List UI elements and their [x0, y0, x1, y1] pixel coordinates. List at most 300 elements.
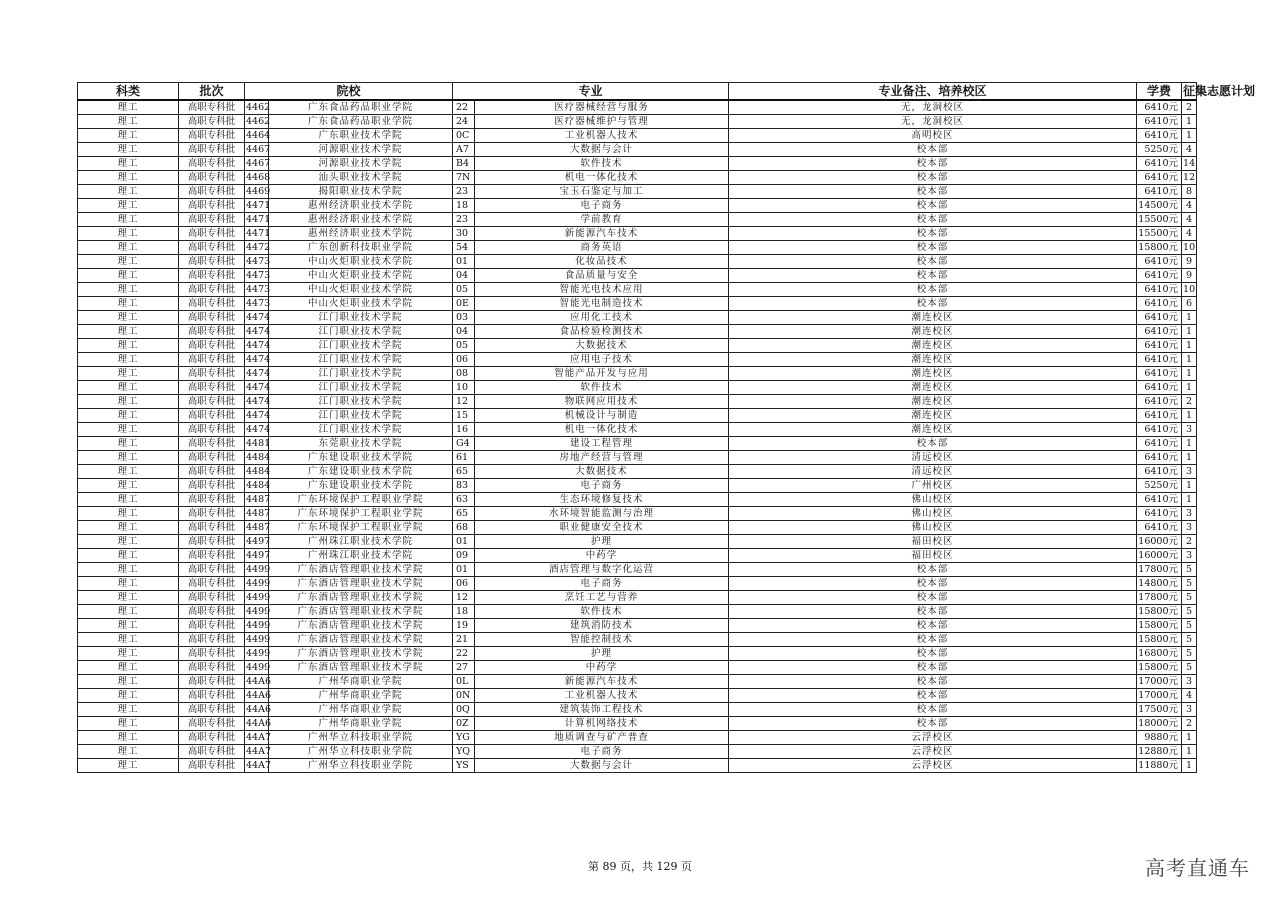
- campus-cell: 校本部: [729, 689, 1137, 703]
- major-name-cell: 化妆品技术: [475, 255, 729, 269]
- category-cell: 理工: [78, 745, 179, 759]
- plan-count-cell: 3: [1182, 423, 1197, 437]
- major-name-cell: 工业机器人技术: [475, 129, 729, 143]
- batch-cell: 高职专科批: [179, 675, 245, 689]
- major-name-cell: 软件技术: [475, 157, 729, 171]
- major-code-cell: 0Z: [453, 717, 475, 731]
- campus-cell: 潮连校区: [729, 409, 1137, 423]
- tuition-cell: 17800元: [1137, 591, 1182, 605]
- tuition-cell: 17800元: [1137, 563, 1182, 577]
- campus-cell: 无，龙洞校区: [729, 100, 1137, 115]
- major-code-cell: 12: [453, 591, 475, 605]
- table-row: [78, 479, 1197, 493]
- category-cell: 理工: [78, 409, 179, 423]
- school-name-cell: 广东酒店管理职业技术学院: [269, 661, 453, 675]
- school-name-cell: 广东食品药品职业学院: [269, 115, 453, 129]
- tuition-cell: 15800元: [1137, 633, 1182, 647]
- school-name-cell: 江门职业技术学院: [269, 353, 453, 367]
- plan-count-cell: 14: [1183, 158, 1196, 169]
- category-cell: 理工: [78, 157, 179, 171]
- table-row: [78, 367, 1197, 381]
- plan-count-cell: 6: [1182, 297, 1197, 311]
- header-tuition: 学费: [1137, 83, 1182, 101]
- major-code-cell: B4: [453, 157, 475, 171]
- plan-count-cell: 4: [1182, 213, 1197, 227]
- tuition-cell: 6410元: [1137, 269, 1182, 283]
- tuition-cell: 14500元: [1137, 199, 1182, 213]
- major-code-cell: 08: [453, 367, 475, 381]
- school-name-cell: 江门职业技术学院: [269, 325, 453, 339]
- tuition-cell: 17500元: [1137, 703, 1182, 717]
- major-name-cell: 大数据技术: [475, 465, 729, 479]
- school-name-cell: 广东建设职业技术学院: [269, 465, 453, 479]
- campus-cell: 校本部: [729, 675, 1137, 689]
- batch-cell: 高职专科批: [179, 661, 245, 675]
- major-code-cell: 04: [453, 269, 475, 283]
- campus-cell: 高明校区: [729, 129, 1137, 143]
- table-row: [78, 100, 1197, 115]
- major-code-cell: 06: [453, 353, 475, 367]
- batch-cell: 高职专科批: [179, 577, 245, 591]
- major-name-cell: 智能光电技术应用: [475, 283, 729, 297]
- school-name-cell: 东莞职业技术学院: [269, 437, 453, 451]
- category-cell: 理工: [78, 633, 179, 647]
- major-code-cell: 01: [453, 535, 475, 549]
- major-name-cell: 新能源汽车技术: [475, 227, 729, 241]
- school-code-cell: 4462: [246, 102, 271, 113]
- campus-cell: 云浮校区: [729, 731, 1137, 745]
- major-code-cell: 22: [453, 100, 475, 115]
- major-name-cell: 商务英语: [475, 241, 729, 255]
- campus-cell: 校本部: [729, 661, 1137, 675]
- table-row: [78, 381, 1197, 395]
- table-row: [78, 143, 1197, 157]
- major-name-cell: 宝玉石鉴定与加工: [475, 185, 729, 199]
- category-cell: 理工: [78, 171, 179, 185]
- tuition-cell: 6410元: [1137, 325, 1182, 339]
- campus-cell: 校本部: [729, 157, 1137, 171]
- major-name-cell: 水环境智能监测与治理: [475, 507, 729, 521]
- campus-cell: 云浮校区: [729, 759, 1137, 773]
- school-name-cell: 广东环境保护工程职业学院: [269, 521, 453, 535]
- category-cell: 理工: [78, 367, 179, 381]
- school-code-cell: 4484: [246, 452, 271, 463]
- campus-cell: 潮连校区: [729, 339, 1137, 353]
- school-code-cell: 4484: [246, 480, 271, 491]
- category-cell: 理工: [78, 115, 179, 129]
- header-school: 院校: [245, 83, 453, 101]
- major-name-cell: 生态环境修复技术: [475, 493, 729, 507]
- major-code-cell: 0C: [453, 129, 475, 143]
- campus-cell: 清远校区: [729, 465, 1137, 479]
- school-code-cell: 4499: [246, 662, 271, 673]
- school-name-cell: 广东酒店管理职业技术学院: [269, 619, 453, 633]
- batch-cell: 高职专科批: [179, 227, 245, 241]
- school-code-cell: 4484: [246, 466, 271, 477]
- major-name-cell: 电子商务: [475, 745, 729, 759]
- plan-count-cell: 2: [1182, 717, 1197, 731]
- batch-cell: 高职专科批: [179, 535, 245, 549]
- table-row: [78, 283, 1197, 297]
- major-name-cell: 物联网应用技术: [475, 395, 729, 409]
- school-name-cell: 广州华商职业学院: [269, 689, 453, 703]
- plan-count-cell: 1: [1182, 479, 1197, 493]
- category-cell: 理工: [78, 493, 179, 507]
- major-name-cell: 地质调查与矿产普查: [475, 731, 729, 745]
- batch-cell: 高职专科批: [179, 703, 245, 717]
- category-cell: 理工: [78, 759, 179, 773]
- school-name-cell: 河源职业技术学院: [269, 157, 453, 171]
- school-name-cell: 广州华商职业学院: [269, 717, 453, 731]
- tuition-cell: 6410元: [1137, 367, 1182, 381]
- campus-cell: 校本部: [729, 591, 1137, 605]
- major-name-cell: 电子商务: [475, 577, 729, 591]
- table-row: [78, 423, 1197, 437]
- table-row: [78, 577, 1197, 591]
- category-cell: 理工: [78, 521, 179, 535]
- tuition-cell: 6410元: [1137, 100, 1182, 115]
- table-row: [78, 255, 1197, 269]
- batch-cell: 高职专科批: [179, 549, 245, 563]
- school-code-cell: 4499: [246, 606, 271, 617]
- major-name-cell: 机械设计与制造: [475, 409, 729, 423]
- school-code-cell: 4487: [246, 494, 271, 505]
- campus-cell: 校本部: [729, 647, 1137, 661]
- major-code-cell: 23: [453, 185, 475, 199]
- category-cell: 理工: [78, 227, 179, 241]
- major-code-cell: YG: [453, 731, 475, 745]
- plan-count-cell: 3: [1182, 521, 1197, 535]
- header-batch: 批次: [179, 83, 245, 101]
- batch-cell: 高职专科批: [179, 745, 245, 759]
- school-name-cell: 江门职业技术学院: [269, 367, 453, 381]
- plan-count-cell: 5: [1182, 605, 1197, 619]
- major-name-cell: 智能产品开发与应用: [475, 367, 729, 381]
- category-cell: 理工: [78, 339, 179, 353]
- school-name-cell: 江门职业技术学院: [269, 423, 453, 437]
- school-code-cell: 4474: [246, 340, 271, 351]
- school-name-cell: 广州华商职业学院: [269, 703, 453, 717]
- category-cell: 理工: [78, 437, 179, 451]
- campus-cell: 潮连校区: [729, 381, 1137, 395]
- table-row: [78, 437, 1197, 451]
- major-name-cell: 中药学: [475, 661, 729, 675]
- major-name-cell: 机电一体化技术: [475, 171, 729, 185]
- major-name-cell: 建筑消防技术: [475, 619, 729, 633]
- campus-cell: 潮连校区: [729, 311, 1137, 325]
- school-name-cell: 江门职业技术学院: [269, 381, 453, 395]
- major-code-cell: 09: [453, 549, 475, 563]
- table-row: [78, 465, 1197, 479]
- table-row: [78, 507, 1197, 521]
- school-name-cell: 中山火炬职业技术学院: [269, 269, 453, 283]
- batch-cell: 高职专科批: [179, 311, 245, 325]
- tuition-cell: 17000元: [1137, 675, 1182, 689]
- table-row: [78, 185, 1197, 199]
- plan-count-cell: 5: [1182, 633, 1197, 647]
- school-name-cell: 惠州经济职业技术学院: [269, 199, 453, 213]
- school-name-cell: 广州华商职业学院: [269, 675, 453, 689]
- plan-count-cell: 1: [1182, 129, 1197, 143]
- batch-cell: 高职专科批: [179, 395, 245, 409]
- major-code-cell: 24: [453, 115, 475, 129]
- school-code-cell: 4499: [246, 648, 271, 659]
- school-code-cell: 4471: [246, 228, 271, 239]
- tuition-cell: 12880元: [1137, 745, 1182, 759]
- major-name-cell: 医疗器械经营与服务: [475, 100, 729, 115]
- school-name-cell: 河源职业技术学院: [269, 143, 453, 157]
- school-code-cell: 4499: [246, 564, 271, 575]
- header-plan: 征集志愿计划: [1183, 84, 1256, 98]
- batch-cell: 高职专科批: [179, 563, 245, 577]
- major-code-cell: 15: [453, 409, 475, 423]
- major-code-cell: 61: [453, 451, 475, 465]
- major-code-cell: 05: [453, 283, 475, 297]
- tuition-cell: 15800元: [1137, 619, 1182, 633]
- category-cell: 理工: [78, 241, 179, 255]
- campus-cell: 校本部: [729, 213, 1137, 227]
- major-name-cell: 护理: [475, 647, 729, 661]
- school-code-cell: 4474: [246, 368, 271, 379]
- campus-cell: 佛山校区: [729, 507, 1137, 521]
- plan-count-cell: 8: [1182, 185, 1197, 199]
- campus-cell: 清远校区: [729, 451, 1137, 465]
- plan-count-cell: 9: [1182, 255, 1197, 269]
- watermark-logo: 高考直通车: [1145, 856, 1250, 880]
- batch-cell: 高职专科批: [179, 171, 245, 185]
- school-code-cell: 4474: [246, 312, 271, 323]
- tuition-cell: 6410元: [1137, 311, 1182, 325]
- plan-count-cell: 2: [1182, 395, 1197, 409]
- batch-cell: 高职专科批: [179, 633, 245, 647]
- plan-count-cell: 1: [1182, 367, 1197, 381]
- major-code-cell: 05: [453, 339, 475, 353]
- tuition-cell: 17000元: [1137, 689, 1182, 703]
- batch-cell: 高职专科批: [179, 493, 245, 507]
- tuition-cell: 6410元: [1137, 437, 1182, 451]
- major-name-cell: 应用化工技术: [475, 311, 729, 325]
- school-name-cell: 广东酒店管理职业技术学院: [269, 647, 453, 661]
- campus-cell: 校本部: [729, 255, 1137, 269]
- table-row: [78, 269, 1197, 283]
- batch-cell: 高职专科批: [179, 199, 245, 213]
- major-code-cell: 83: [453, 479, 475, 493]
- category-cell: 理工: [78, 619, 179, 633]
- major-name-cell: 智能光电制造技术: [475, 297, 729, 311]
- tuition-cell: 5250元: [1137, 479, 1182, 493]
- major-code-cell: 19: [453, 619, 475, 633]
- school-code-cell: 4471: [246, 214, 271, 225]
- batch-cell: 高职专科批: [179, 591, 245, 605]
- campus-cell: 校本部: [729, 577, 1137, 591]
- major-code-cell: 65: [453, 465, 475, 479]
- tuition-cell: 5250元: [1137, 143, 1182, 157]
- major-name-cell: 酒店管理与数字化运营: [475, 563, 729, 577]
- school-code-cell: 4474: [246, 410, 271, 421]
- table-row: [78, 157, 1197, 171]
- batch-cell: 高职专科批: [179, 759, 245, 773]
- school-code-cell: 4497: [246, 536, 271, 547]
- batch-cell: 高职专科批: [179, 213, 245, 227]
- major-name-cell: 建设工程管理: [475, 437, 729, 451]
- campus-cell: 校本部: [729, 171, 1137, 185]
- plan-count-cell: 5: [1182, 577, 1197, 591]
- batch-cell: 高职专科批: [179, 129, 245, 143]
- school-name-cell: 广东建设职业技术学院: [269, 451, 453, 465]
- school-name-cell: 广东酒店管理职业技术学院: [269, 605, 453, 619]
- tuition-cell: 15800元: [1137, 605, 1182, 619]
- major-code-cell: 27: [453, 661, 475, 675]
- school-name-cell: 广东酒店管理职业技术学院: [269, 591, 453, 605]
- major-name-cell: 医疗器械维护与管理: [475, 115, 729, 129]
- major-name-cell: 电子商务: [475, 479, 729, 493]
- tuition-cell: 6410元: [1137, 297, 1182, 311]
- category-cell: 理工: [78, 213, 179, 227]
- batch-cell: 高职专科批: [179, 100, 245, 115]
- school-code-cell: 4474: [246, 396, 271, 407]
- table-row: [78, 409, 1197, 423]
- campus-cell: 校本部: [729, 297, 1137, 311]
- batch-cell: 高职专科批: [179, 339, 245, 353]
- batch-cell: 高职专科批: [179, 717, 245, 731]
- campus-cell: 佛山校区: [729, 493, 1137, 507]
- batch-cell: 高职专科批: [179, 255, 245, 269]
- category-cell: 理工: [78, 269, 179, 283]
- header-remarks-campus: 专业备注、培养校区: [729, 83, 1137, 101]
- plan-count-cell: 1: [1182, 451, 1197, 465]
- school-code-cell: 44A6: [246, 704, 271, 715]
- plan-count-cell: 5: [1182, 647, 1197, 661]
- table-row: [78, 647, 1197, 661]
- table-row: [78, 451, 1197, 465]
- tuition-cell: 6410元: [1137, 339, 1182, 353]
- school-name-cell: 广东酒店管理职业技术学院: [269, 563, 453, 577]
- plan-count-cell: 1: [1182, 493, 1197, 507]
- category-cell: 理工: [78, 353, 179, 367]
- plan-count-cell: 5: [1182, 563, 1197, 577]
- tuition-cell: 16800元: [1137, 647, 1182, 661]
- tuition-cell: 6410元: [1137, 395, 1182, 409]
- plan-count-cell: 5: [1182, 591, 1197, 605]
- campus-cell: 福田校区: [729, 535, 1137, 549]
- batch-cell: 高职专科批: [179, 437, 245, 451]
- school-code-cell: 4474: [246, 326, 271, 337]
- category-cell: 理工: [78, 185, 179, 199]
- plan-count-cell: 3: [1182, 507, 1197, 521]
- category-cell: 理工: [78, 451, 179, 465]
- major-code-cell: 30: [453, 227, 475, 241]
- plan-count-cell: 10: [1183, 284, 1196, 295]
- category-cell: 理工: [78, 591, 179, 605]
- major-code-cell: 0Q: [453, 703, 475, 717]
- major-code-cell: 01: [453, 563, 475, 577]
- category-cell: 理工: [78, 199, 179, 213]
- campus-cell: 校本部: [729, 703, 1137, 717]
- school-code-cell: 44A6: [246, 690, 271, 701]
- batch-cell: 高职专科批: [179, 297, 245, 311]
- campus-cell: 校本部: [729, 185, 1137, 199]
- major-name-cell: 职业健康安全技术: [475, 521, 729, 535]
- category-cell: 理工: [78, 465, 179, 479]
- major-name-cell: 烹饪工艺与营养: [475, 591, 729, 605]
- campus-cell: 广州校区: [729, 479, 1137, 493]
- category-cell: 理工: [78, 143, 179, 157]
- table-row: [78, 731, 1197, 745]
- major-code-cell: 18: [453, 199, 475, 213]
- table-row: [78, 297, 1197, 311]
- school-code-cell: 4474: [246, 424, 271, 435]
- school-name-cell: 广东酒店管理职业技术学院: [269, 577, 453, 591]
- table-row: [78, 115, 1197, 129]
- table-row: [78, 129, 1197, 143]
- school-code-cell: 4469: [246, 186, 271, 197]
- batch-cell: 高职专科批: [179, 479, 245, 493]
- table-row: [78, 759, 1197, 773]
- tuition-cell: 15500元: [1137, 227, 1182, 241]
- plan-count-cell: 1: [1182, 381, 1197, 395]
- school-code-cell: 44A6: [246, 718, 271, 729]
- campus-cell: 校本部: [729, 563, 1137, 577]
- category-cell: 理工: [78, 423, 179, 437]
- tuition-cell: 6410元: [1137, 423, 1182, 437]
- category-cell: 理工: [78, 703, 179, 717]
- tuition-cell: 16000元: [1137, 535, 1182, 549]
- batch-cell: 高职专科批: [179, 269, 245, 283]
- campus-cell: 云浮校区: [729, 745, 1137, 759]
- campus-cell: 潮连校区: [729, 353, 1137, 367]
- tuition-cell: 6410元: [1137, 493, 1182, 507]
- table-header-row: [78, 83, 1197, 101]
- major-name-cell: 智能控制技术: [475, 633, 729, 647]
- tuition-cell: 16000元: [1137, 549, 1182, 563]
- batch-cell: 高职专科批: [179, 423, 245, 437]
- campus-cell: 福田校区: [729, 549, 1137, 563]
- school-code-cell: 4468: [246, 172, 271, 183]
- campus-cell: 潮连校区: [729, 325, 1137, 339]
- major-name-cell: 建筑装饰工程技术: [475, 703, 729, 717]
- campus-cell: 校本部: [729, 633, 1137, 647]
- campus-cell: 潮连校区: [729, 395, 1137, 409]
- school-code-cell: 44A7: [246, 732, 271, 743]
- school-code-cell: 4474: [246, 382, 271, 393]
- major-code-cell: 0N: [453, 689, 475, 703]
- plan-count-cell: 3: [1182, 675, 1197, 689]
- batch-cell: 高职专科批: [179, 157, 245, 171]
- table-row: [78, 395, 1197, 409]
- plan-count-cell: 5: [1182, 619, 1197, 633]
- school-name-cell: 揭阳职业技术学院: [269, 185, 453, 199]
- major-name-cell: 工业机器人技术: [475, 689, 729, 703]
- tuition-cell: 6410元: [1137, 185, 1182, 199]
- category-cell: 理工: [78, 381, 179, 395]
- school-name-cell: 广州珠江职业技术学院: [269, 549, 453, 563]
- school-name-cell: 广东食品药品职业学院: [269, 100, 453, 115]
- admission-plan-table: [77, 82, 1256, 773]
- table-row: [78, 339, 1197, 353]
- school-code-cell: 4467: [246, 144, 271, 155]
- major-code-cell: 65: [453, 507, 475, 521]
- major-name-cell: 食品质量与安全: [475, 269, 729, 283]
- tuition-cell: 15800元: [1137, 661, 1182, 675]
- school-code-cell: 4487: [246, 508, 271, 519]
- table-row: [78, 605, 1197, 619]
- tuition-cell: 6410元: [1137, 283, 1182, 297]
- tuition-cell: 6410元: [1137, 465, 1182, 479]
- category-cell: 理工: [78, 255, 179, 269]
- major-name-cell: 软件技术: [475, 381, 729, 395]
- category-cell: 理工: [78, 325, 179, 339]
- batch-cell: 高职专科批: [179, 367, 245, 381]
